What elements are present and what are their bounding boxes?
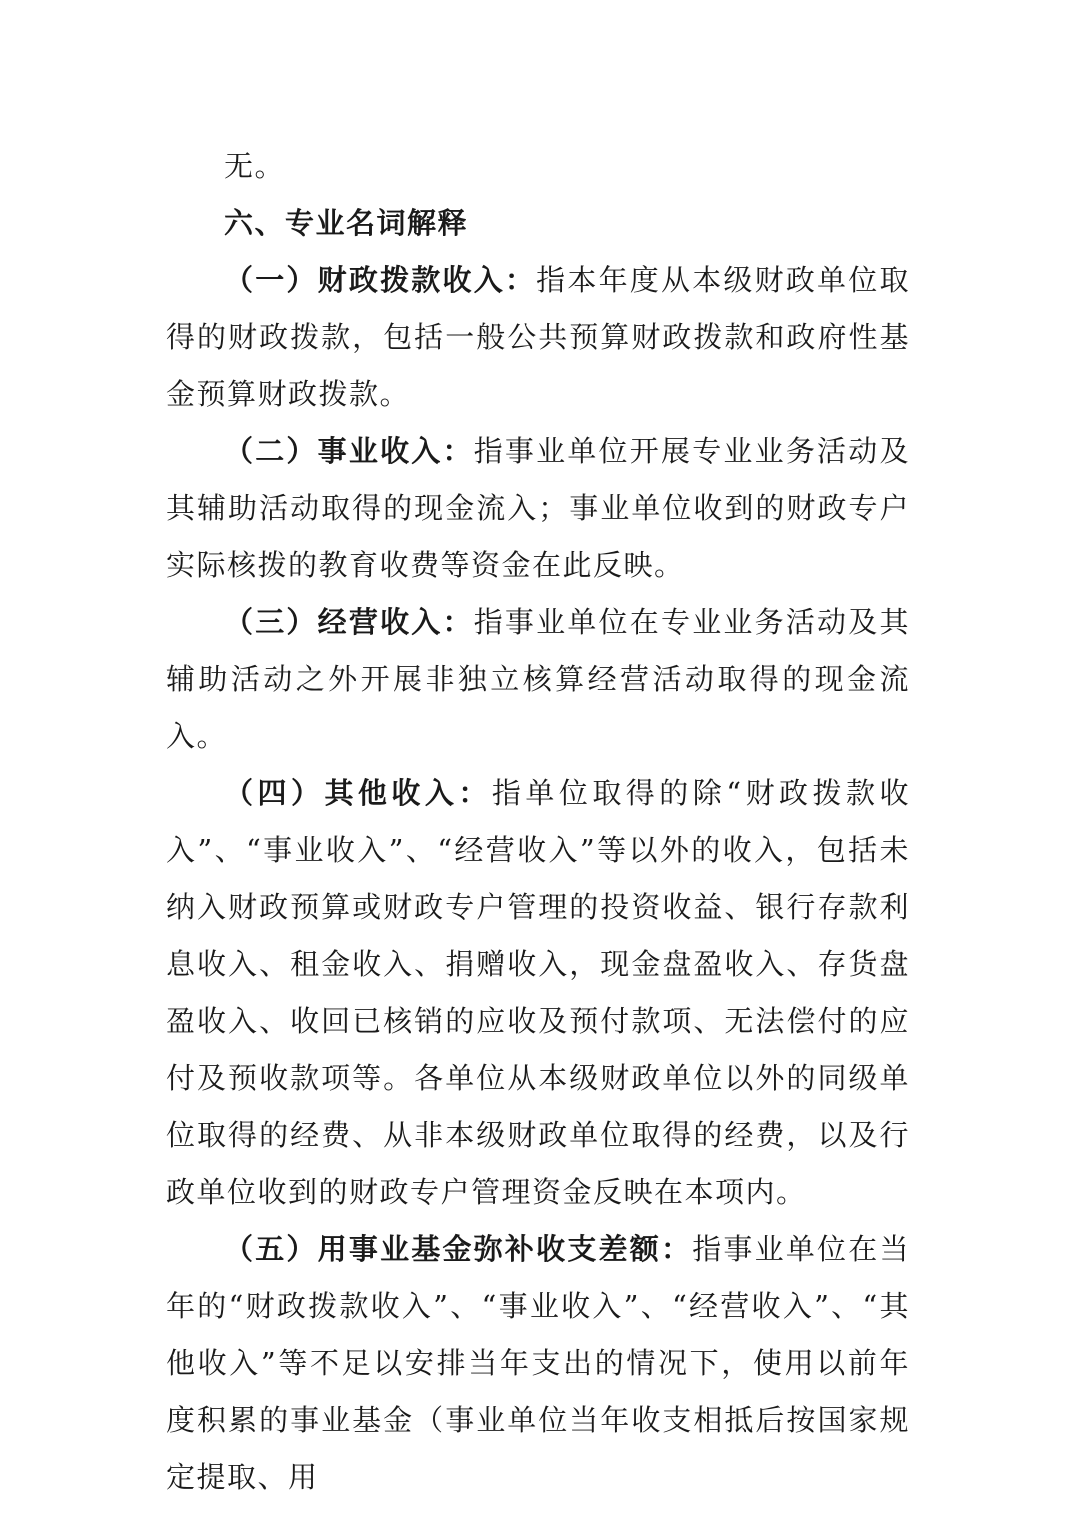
paragraph-other-income	[166, 765, 910, 1221]
term-label: （五）用事业基金弥补收支差额：	[224, 1232, 693, 1266]
term-label: （一）财政拨款收入：	[224, 263, 537, 297]
paragraph-business-fund	[166, 1221, 910, 1506]
term-definition: 指本年度从本级财政单位取得的财政拨款，包括一般公共预算财政拨款和政府性基金预算财政拨款。	[166, 263, 910, 411]
term-definition: 指事业单位开展专业业务活动及其辅助活动取得的现金流入；事业单位收到的财政专户实际核拨的教育收费等资金在此反映。	[166, 434, 910, 582]
section-heading: 六、专业名词解释	[224, 206, 469, 240]
intro-line: 无。	[224, 149, 286, 183]
paragraph-business-income	[166, 423, 910, 594]
document-body	[166, 138, 910, 1506]
term-label: （二）事业收入：	[224, 434, 474, 468]
paragraph-operating-income	[166, 594, 910, 765]
term-definition: 指事业单位在当年的“财政拨款收入”、“事业收入”、“经营收入”、“其他收入”等不足以安排当年支出的情况下，使用以前年度积累的事业基金（事业单位当年收支相抵后按国家规定提取、用	[166, 1232, 910, 1494]
term-definition: 指事业单位在专业业务活动及其辅助活动之外开展非独立核算经营活动取得的现金流入。	[166, 605, 910, 753]
term-label: （四）其他收入：	[224, 776, 492, 810]
paragraph-fiscal-appropriation	[166, 252, 910, 423]
term-label: （三）经营收入：	[224, 605, 474, 639]
term-definition: 指单位取得的除“财政拨款收入”、“事业收入”、“经营收入”等以外的收入，包括未纳入财政预算或财政专户管理的投资收益、银行存款利息收入、租金收入、捐赠收入，现金盘盈收入、存货盘盈收入、收回已核销的应收及预付款项、无法偿付的应付及预收款项等。各单位从本级财政单位以外的同级单位取得的经费、从非本级财政单位取得的经费，以及行政单位收到的财政专户管理资金反映在本项内。	[166, 776, 910, 1209]
